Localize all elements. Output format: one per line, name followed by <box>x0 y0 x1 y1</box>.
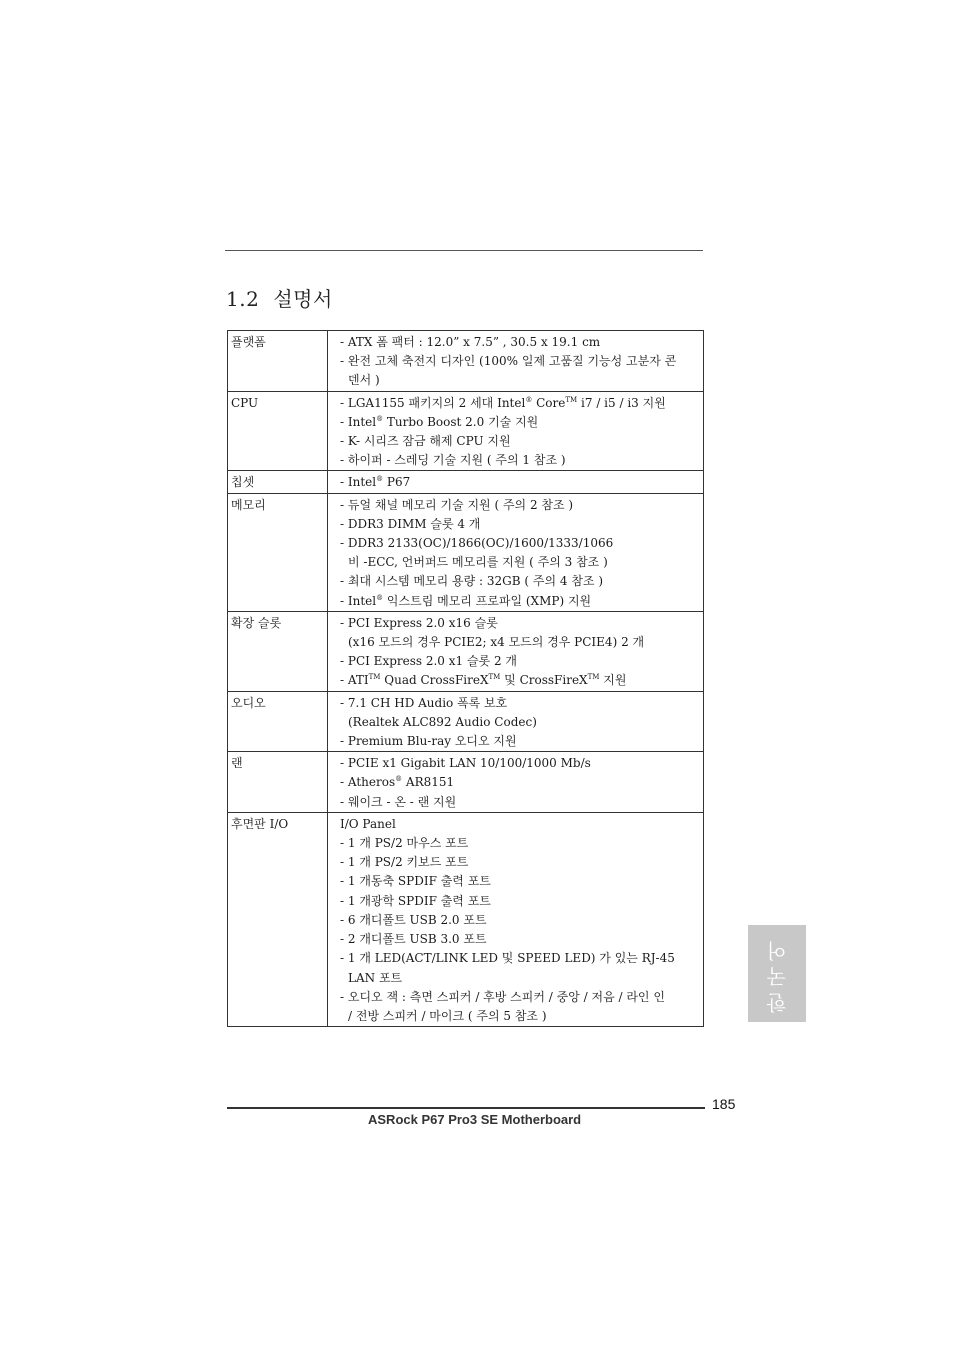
spec-label: 플랫폼 <box>228 331 328 392</box>
spec-line: LAN 포트 <box>348 970 403 985</box>
spec-line: - 1 개 PS/2 키보드 포트 <box>340 855 469 870</box>
language-tab-label: 한국어 <box>765 934 790 1013</box>
spec-line: - 완전 고체 축전지 디자인 (100% 일제 고품질 기능성 고분자 콘 <box>340 354 677 369</box>
spec-value <box>328 611 704 691</box>
spec-line: - 오디오 잭 : 측면 스피커 / 후방 스피커 / 중앙 / 저음 / 라인 인 <box>340 989 665 1004</box>
spec-line: - Atheros® AR8151 <box>340 775 455 790</box>
spec-row <box>228 471 704 493</box>
spec-line: (x16 모드의 경우 PCIE2; x4 모드의 경우 PCIE4) 2 개 <box>348 635 645 650</box>
spec-row <box>228 493 704 611</box>
section-number: 1.2 <box>226 287 260 311</box>
spec-line: 비 -ECC, 언버퍼드 메모리를 지원 ( 주의 3 참조 ) <box>348 555 608 570</box>
section-title: 설명서 <box>273 287 333 311</box>
spec-line: - 최대 시스템 메모리 용량 : 32GB ( 주의 4 참조 ) <box>340 574 604 589</box>
spec-label: 랜 <box>228 752 328 813</box>
spec-row <box>228 331 704 392</box>
spec-line: / 전방 스피커 / 마이크 ( 주의 5 참조 ) <box>348 1008 547 1023</box>
spec-line: - DDR3 DIMM 슬롯 4 개 <box>340 516 481 531</box>
language-tab <box>748 925 806 1022</box>
spec-line: - 1 개동축 SPDIF 출력 포트 <box>340 874 491 889</box>
spec-value <box>328 493 704 611</box>
spec-table <box>227 330 704 1027</box>
spec-line: 덴서 ) <box>348 373 380 388</box>
footer-title: ASRock P67 Pro3 SE Motherboard <box>368 1112 582 1127</box>
spec-line: - PCI Express 2.0 x16 슬롯 <box>340 615 498 630</box>
spec-line: - PCI Express 2.0 x1 슬롯 2 개 <box>340 654 518 669</box>
spec-line: - 1 개 PS/2 마우스 포트 <box>340 836 469 851</box>
spec-value <box>328 391 704 471</box>
spec-line: - 1 개 LED(ACT/LINK LED 및 SPEED LED) 가 있는 RJ-45 <box>340 951 675 966</box>
spec-line: I/O Panel <box>340 816 396 831</box>
spec-value <box>328 331 704 392</box>
top-divider <box>225 250 703 251</box>
footer-divider <box>227 1107 705 1109</box>
spec-line: - LGA1155 패키지의 2 세대 Intel® Core™ i7 / i5 / i3 지원 <box>340 395 666 410</box>
spec-line: - 1 개광학 SPDIF 출력 포트 <box>340 893 491 908</box>
spec-row <box>228 391 704 471</box>
spec-row <box>228 691 704 752</box>
spec-line: - ATI™ Quad CrossFireX™ 및 CrossFireX™ 지원 <box>340 673 627 688</box>
section-heading <box>226 283 333 312</box>
spec-label: 후면판 I/O <box>228 812 328 1026</box>
spec-label: 오디오 <box>228 691 328 752</box>
spec-line: - 웨이크 - 온 - 랜 지원 <box>340 794 457 809</box>
spec-line: - PCIE x1 Gigabit LAN 10/100/1000 Mb/s <box>340 756 591 771</box>
spec-line: - Intel® P67 <box>340 475 411 490</box>
spec-line: - ATX 폼 팩터 : 12.0” x 7.5” , 30.5 x 19.1 cm <box>340 335 601 349</box>
spec-label: 칩셋 <box>228 471 328 493</box>
spec-line: - Premium Blu-ray 오디오 지원 <box>340 734 517 749</box>
spec-value <box>328 752 704 813</box>
spec-line: - 2 개디폴트 USB 3.0 포트 <box>340 932 487 947</box>
spec-line: - 6 개디폴트 USB 2.0 포트 <box>340 912 487 927</box>
spec-line: - Intel® 익스트림 메모리 프로파일 (XMP) 지원 <box>340 593 592 608</box>
spec-label: 확장 슬롯 <box>228 611 328 691</box>
spec-row <box>228 752 704 813</box>
spec-label: CPU <box>228 391 328 471</box>
spec-line: (Realtek ALC892 Audio Codec) <box>348 714 537 729</box>
spec-line: - K- 시리즈 잠금 해제 CPU 지원 <box>340 434 511 449</box>
spec-line: - DDR3 2133(OC)/1866(OC)/1600/1333/1066 <box>340 536 614 551</box>
page-number: 185 <box>712 1096 736 1112</box>
spec-value <box>328 812 704 1026</box>
spec-line: - 7.1 CH HD Audio 폭록 보호 <box>340 695 508 710</box>
spec-line: - 듀얼 채널 메모리 기술 지원 ( 주의 2 참조 ) <box>340 497 574 512</box>
spec-label: 메모리 <box>228 493 328 611</box>
spec-value <box>328 471 704 493</box>
spec-line: - 하이퍼 - 스레딩 기술 지원 ( 주의 1 참조 ) <box>340 453 566 468</box>
spec-row <box>228 812 704 1026</box>
spec-line: - Intel® Turbo Boost 2.0 기술 지원 <box>340 414 539 429</box>
spec-row <box>228 611 704 691</box>
spec-value <box>328 691 704 752</box>
